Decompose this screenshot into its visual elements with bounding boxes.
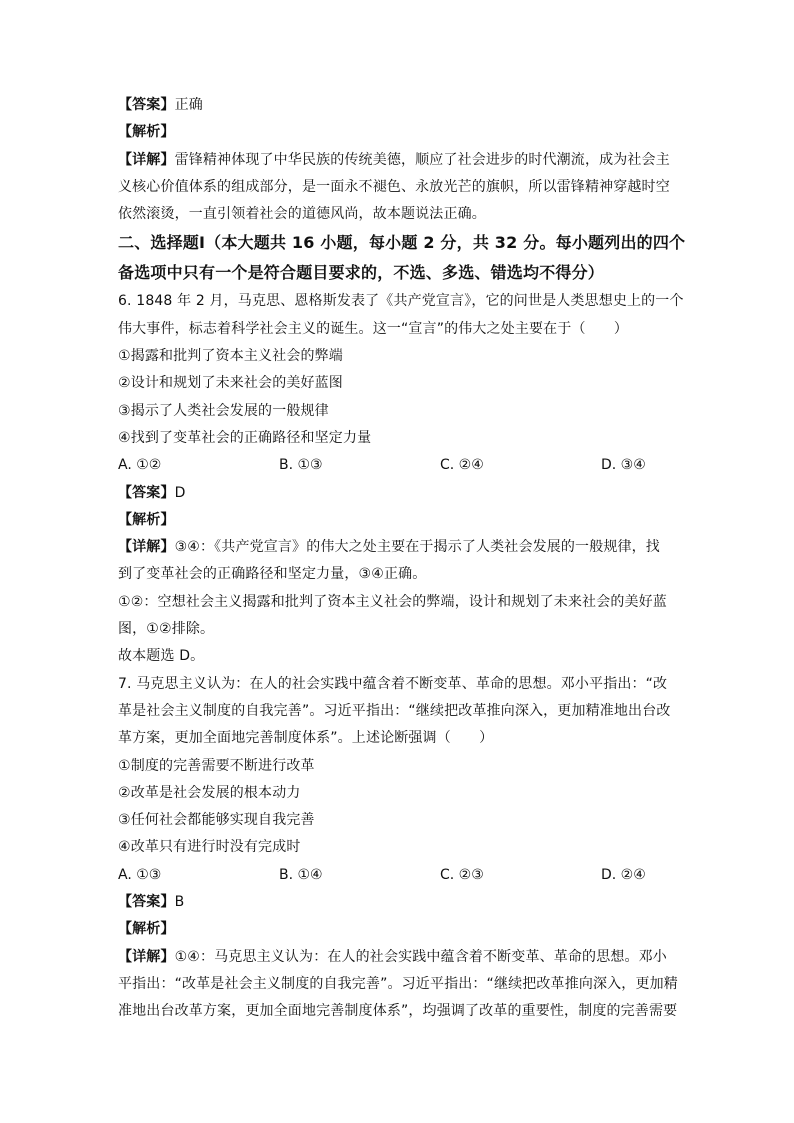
label-tag: 【答案】 xyxy=(118,97,175,113)
label-tag: 【解析】 xyxy=(118,511,175,528)
label-tag: 【详解】 xyxy=(118,539,175,556)
document-page xyxy=(118,92,686,1026)
text-line xyxy=(118,807,678,834)
line-text: ①揭露和批判了资本主义社会的弊端 xyxy=(118,348,343,365)
label-tag: 【解析】 xyxy=(118,921,175,938)
line-text: 伟大事件，标志着科学社会主义的诞生。这一“宣言”的伟大之处主要在于（ ） xyxy=(118,320,629,337)
label-tag: 【答案】 xyxy=(118,894,175,911)
text-line xyxy=(118,343,678,370)
line-text: 6. 1848 年 2 月，马克思、恩格斯发表了《共产党宣言》，它的问世是人类思想史上的一个 xyxy=(118,293,684,310)
text-line xyxy=(118,616,678,643)
text-line xyxy=(118,425,678,452)
text-line xyxy=(118,944,678,971)
text-line xyxy=(118,916,678,943)
option-b: B. ①④ xyxy=(279,866,323,883)
option-a: A. ①② xyxy=(118,457,162,474)
option-d: D. ③④ xyxy=(601,457,646,474)
answer-options xyxy=(118,452,678,479)
text-line xyxy=(118,561,678,588)
line-text: ①②：空想社会主义揭露和批判了资本主义社会的弊端，设计和规划了未来社会的美好蓝 xyxy=(118,593,667,610)
text-line xyxy=(118,534,678,561)
line-text: 二、选择题Ⅰ（本大题共 16 小题，每小题 2 分，共 32 分。每小题列出的四个 xyxy=(118,233,686,253)
line-text: B xyxy=(174,894,185,911)
text-line xyxy=(118,698,678,725)
line-text: ③揭示了人类社会发展的一般规律 xyxy=(118,402,329,419)
text-line xyxy=(118,971,678,998)
line-text: 图，①②排除。 xyxy=(118,621,215,638)
text-line xyxy=(118,174,678,201)
label-tag: 【答案】 xyxy=(118,484,175,501)
text-line xyxy=(118,671,678,698)
text-line xyxy=(118,480,678,507)
line-text: ①④：马克思主义认为：在人的社会实践中蕴含着不断变革、革命的思想。邓小 xyxy=(174,948,667,965)
text-line xyxy=(118,834,678,861)
text-line xyxy=(118,147,678,174)
line-text: ④找到了变革社会的正确路径和坚定力量 xyxy=(118,429,372,446)
text-line xyxy=(118,119,678,146)
line-text: 到了变革社会的正确路径和坚定力量，③④正确。 xyxy=(118,566,427,583)
text-line xyxy=(118,92,678,119)
option-c: C. ②③ xyxy=(440,866,484,883)
line-text: 7. 马克思主义认为：在人的社会实践中蕴含着不断变革、革命的思想。邓小平指出：“改 xyxy=(118,675,668,692)
option-c: C. ②④ xyxy=(440,457,484,474)
text-line xyxy=(118,998,678,1025)
line-text: 革方案，更加全面地完善制度体系”。上述论断强调（ ） xyxy=(118,730,494,747)
label-tag: 【详解】 xyxy=(118,151,175,168)
text-line xyxy=(118,507,678,534)
option-b: B. ①③ xyxy=(279,457,323,474)
section-heading xyxy=(118,258,678,288)
line-text: 义核心价值体系的组成部分，是一面永不褪色、永放光芒的旗帜，所以雷锋精神穿越时空 xyxy=(118,178,670,195)
line-text: ②设计和规划了未来社会的美好蓝图 xyxy=(118,375,343,392)
section-heading xyxy=(118,228,686,258)
text-line xyxy=(118,316,678,343)
line-text: ④改革只有进行时没有完成时 xyxy=(118,839,301,856)
line-text: 平指出：“改革是社会主义制度的自我完善”。习近平指出：“继续把改革推向深入，更加精 xyxy=(118,975,678,992)
line-text: ②改革是社会发展的根本动力 xyxy=(118,784,301,801)
text-line xyxy=(118,201,678,228)
label-tag: 【解析】 xyxy=(118,124,175,141)
line-text: 依然滚烫，一直引领着社会的道德风尚，故本题说法正确。 xyxy=(118,206,486,223)
text-line xyxy=(118,725,678,752)
text-line xyxy=(118,643,678,670)
line-text: ③④：《共产党宣言》的伟大之处主要在于揭示了人类社会发展的一般规律，找 xyxy=(174,539,660,556)
line-text: ①制度的完善需要不断进行改革 xyxy=(118,757,315,774)
text-line xyxy=(118,288,684,315)
line-text: D xyxy=(174,484,186,501)
line-text: 革是社会主义制度的自我完善”。习近平指出：“继续把改革推向深入，更加精准地出台改 xyxy=(118,702,671,719)
line-text: 故本题选 D。 xyxy=(118,648,205,665)
line-text: 正确 xyxy=(174,97,203,113)
text-line xyxy=(118,589,678,616)
text-line xyxy=(118,889,678,916)
line-text: 雷锋精神体现了中华民族的传统美德，顺应了社会进步的时代潮流，成为社会主 xyxy=(174,151,670,168)
text-line xyxy=(118,753,678,780)
option-a: A. ①③ xyxy=(118,866,162,883)
label-tag: 【详解】 xyxy=(118,948,175,965)
line-text: 备选项中只有一个是符合题目要求的，不选、多选、错选均不得分） xyxy=(118,263,605,283)
text-line xyxy=(118,370,678,397)
option-d: D. ②④ xyxy=(601,866,646,883)
text-line xyxy=(118,398,678,425)
line-text: ③任何社会都能够实现自我完善 xyxy=(118,812,315,829)
answer-options xyxy=(118,862,678,889)
text-line xyxy=(118,780,678,807)
line-text: 准地出台改革方案，更加全面地完善制度体系”，均强调了改革的重要性，制度的完善需要 xyxy=(118,1003,678,1020)
